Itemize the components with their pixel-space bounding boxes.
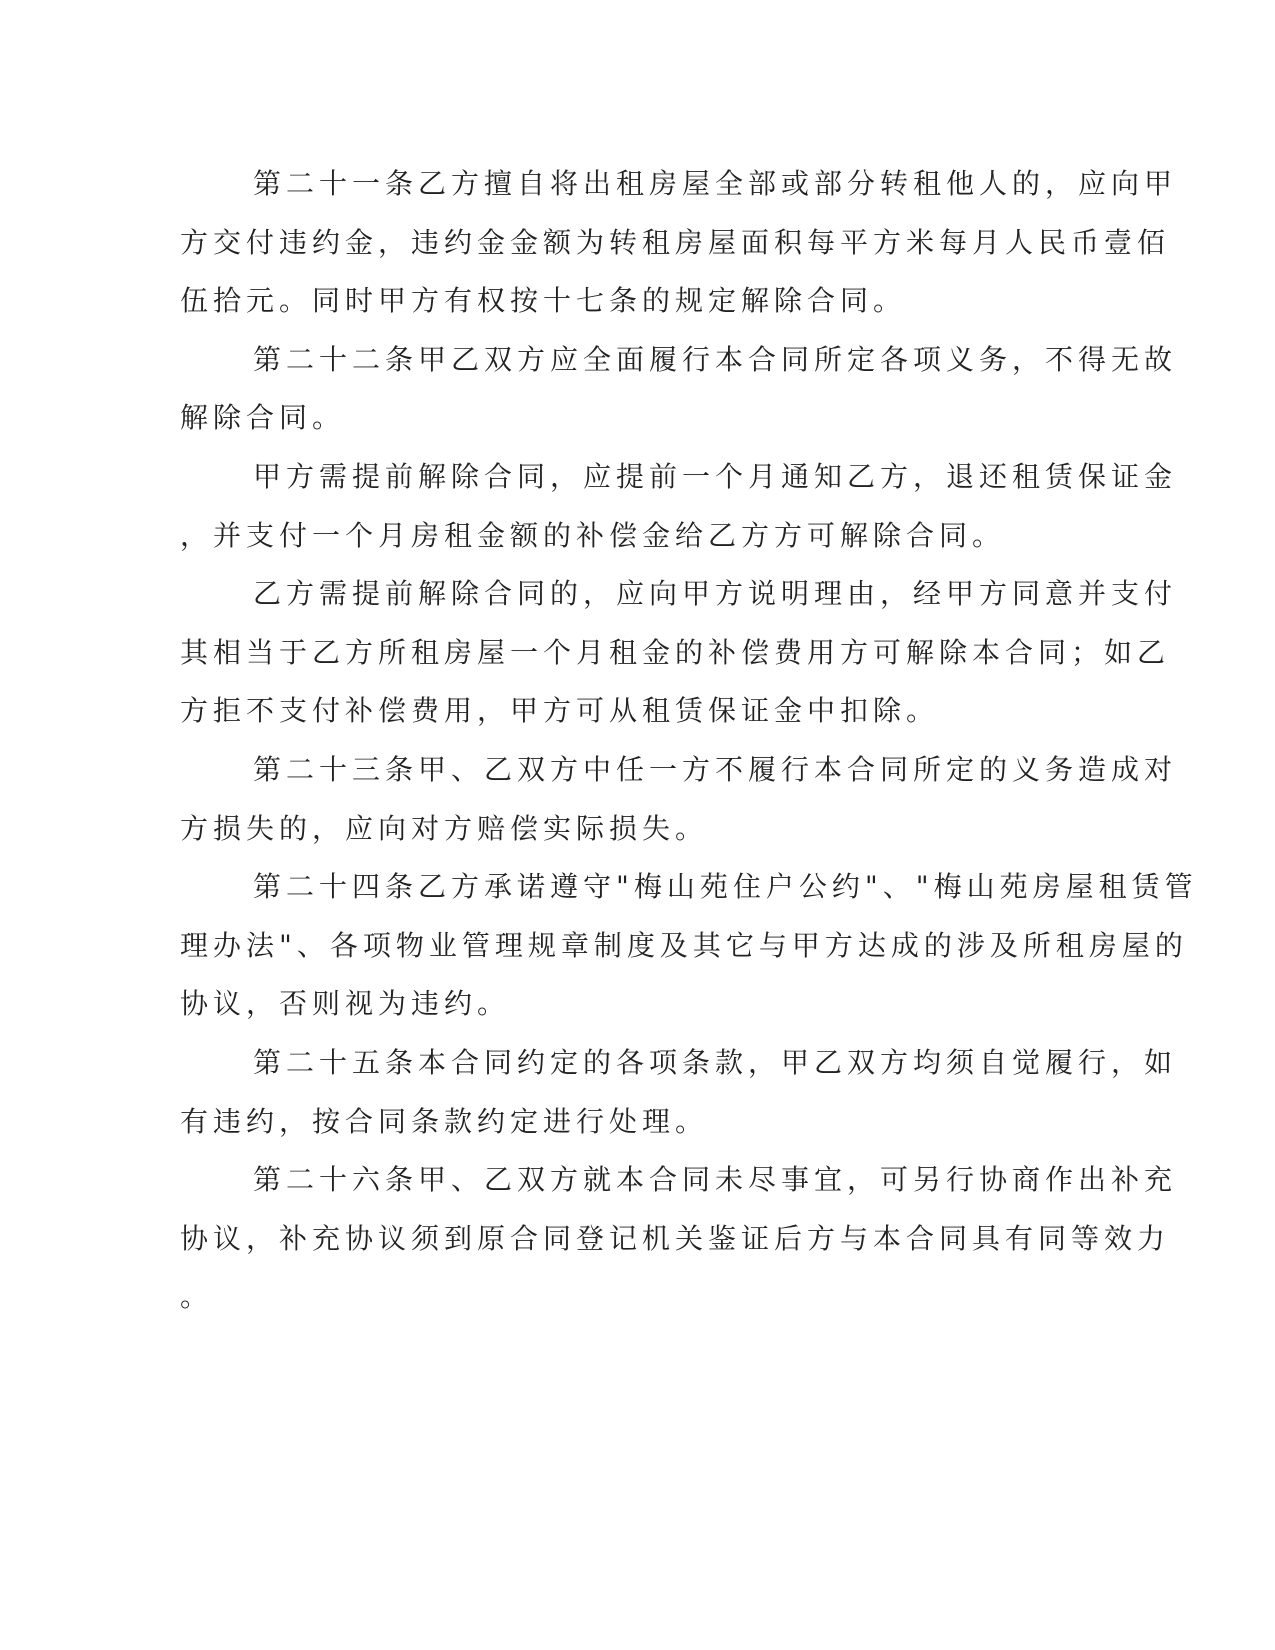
- text-line: 协议，补充协议须到原合同登记机关鉴证后方与本合同具有同等效力: [180, 1221, 1171, 1255]
- text-line: 解除合同。: [180, 401, 346, 435]
- text-line: 有违约，按合同条款约定进行处理。: [180, 1104, 709, 1138]
- text-line: 甲方需提前解除合同，应提前一个月通知乙方，退还租赁保证金: [253, 459, 1178, 493]
- text-line: 第二十三条甲、乙双方中任一方不履行本合同所定的义务造成对: [253, 752, 1178, 786]
- text-line: 第二十五条本合同约定的各项条款，甲乙双方均须自觉履行，如: [253, 1045, 1178, 1079]
- text-line: ，并支付一个月房租金额的补偿金给乙方方可解除合同。: [180, 518, 1006, 552]
- text-line: 第二十一条乙方擅自将出租房屋全部或部分转租他人的，应向甲: [253, 167, 1178, 200]
- document-body: [180, 155, 1198, 1327]
- text-line: 协议，否则视为违约。: [180, 987, 511, 1021]
- text-line: 方拒不支付补偿费用，甲方可从租赁保证金中扣除。: [180, 694, 940, 728]
- text-line: 其相当于乙方所租房屋一个月租金的补偿费用方可解除本合同；如乙: [180, 635, 1171, 669]
- text-line: 第二十二条甲乙双方应全面履行本合同所定各项义务，不得无故: [253, 342, 1178, 376]
- text-line: 理办法"、各项物业管理规章制度及其它与甲方达成的涉及所租房屋的: [180, 928, 1188, 962]
- text-line: 第二十四条乙方承诺遵守"梅山苑住户公约"、"梅山苑房屋租赁管: [253, 870, 1198, 904]
- text-line: 乙方需提前解除合同的，应向甲方说明理由，经甲方同意并支付: [253, 577, 1178, 611]
- text-line: 方损失的，应向对方赔偿实际损失。: [180, 811, 709, 845]
- text-line: 伍拾元。同时甲方有权按十七条的规定解除合同。: [180, 284, 907, 318]
- text-line: 方交付违约金，违约金金额为转租房屋面积每平方米每月人民币壹佰: [180, 225, 1171, 259]
- text-line: 。: [180, 1280, 214, 1314]
- text-line: 第二十六条甲、乙双方就本合同未尽事宜，可另行协商作出补充: [253, 1163, 1178, 1197]
